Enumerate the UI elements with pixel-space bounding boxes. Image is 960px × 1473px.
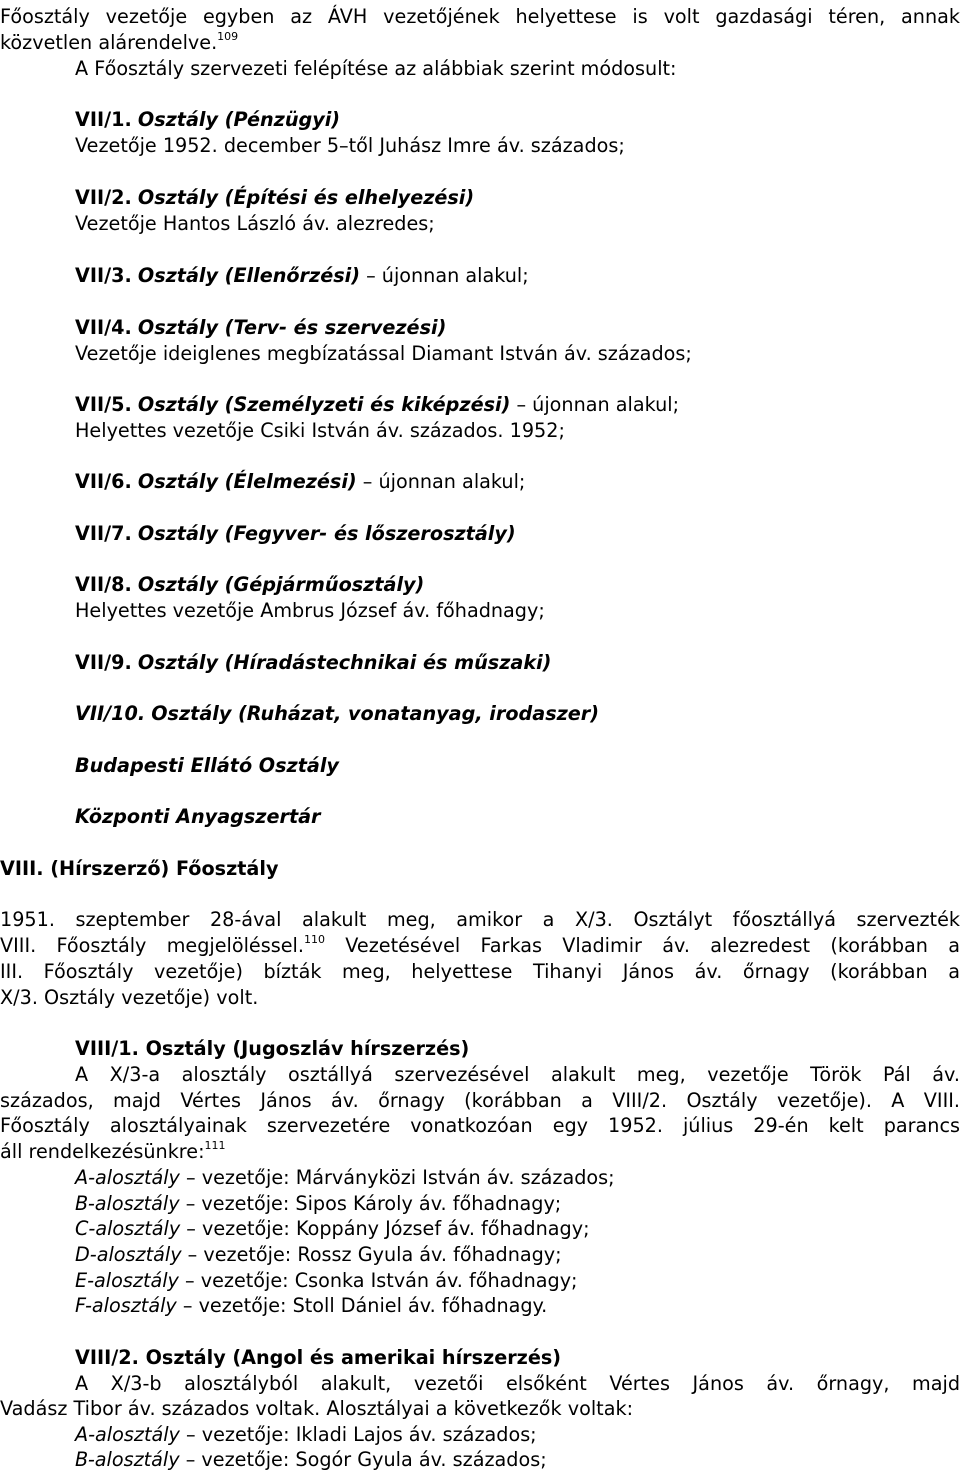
chapter-heading: VIII. (Hírszerző) Főosztály — [0, 857, 279, 880]
section-heading: VII/9. Osztály (Híradástechnikai és műszaki) — [75, 651, 552, 674]
list-item: A-alosztály – vezetője: Márványközi István áv. százados; — [75, 1166, 615, 1189]
list-item: D-alosztály – vezetője: Rossz Gyula áv. főhadnagy; — [75, 1243, 562, 1266]
list-item: B-alosztály – vezetője: Sipos Károly áv. főhadnagy; — [75, 1192, 562, 1215]
section-heading: VII/2. Osztály (Építési és elhelyezési) — [75, 186, 475, 209]
section-note: Vezetője Hantos László áv. alezredes; — [75, 212, 435, 235]
footnote-ref: 110 — [303, 932, 325, 946]
footnote-ref: 111 — [204, 1138, 226, 1152]
paragraph-line: VIII. Főosztály megjelöléssel.$^{110}$ Vezetésével Farkas Vladimir áv. alezredest (korábban a — [0, 932, 960, 957]
paragraph-line: A X/3-a alosztály osztállyá szervezésével alakult meg, vezetője Török Pál áv. — [75, 1063, 960, 1086]
paragraph-line: X/3. Osztály vezetője) volt. — [0, 986, 259, 1009]
list-item: E-alosztály – vezetője: Csonka István áv. főhadnagy; — [75, 1269, 578, 1292]
section-heading: VII/4. Osztály (Terv- és szervezési) — [75, 316, 447, 339]
section-note: Vezetője ideiglenes megbízatással Diamant István áv. százados; — [75, 342, 692, 365]
section-heading: VII/10. Osztály (Ruházat, vonatanyag, irodaszer) — [75, 702, 600, 725]
paragraph-line: Vadász Tibor áv. százados voltak. Alosztályai a következők voltak: — [0, 1397, 634, 1420]
section-heading: VII/3. Osztály (Ellenőrzési) – újonnan alakul; — [75, 264, 529, 287]
section-heading: VIII/2. Osztály (Angol és amerikai hírszerzés) — [75, 1346, 562, 1369]
section-heading: VII/1. Osztály (Pénzügyi) — [75, 108, 341, 131]
list-item: F-alosztály – vezetője: Stoll Dániel áv. főhadnagy. — [75, 1294, 548, 1317]
section-heading: Központi Anyagszertár — [75, 805, 321, 828]
section-note: Helyettes vezetője Ambrus József áv. főhadnagy; — [75, 599, 545, 622]
list-item: A-alosztály – vezetője: Ikladi Lajos áv. százados; — [75, 1423, 537, 1446]
list-item: B-alosztály – vezetője: Sogór Gyula áv. százados; — [75, 1448, 547, 1471]
section-heading: Budapesti Ellátó Osztály — [75, 754, 339, 777]
paragraph-line: A X/3-b alosztályból alakult, vezetői elsőként Vértes János áv. őrnagy, majd — [75, 1372, 960, 1395]
paragraph-line: áll rendelkezésünkre:$^{111}$ — [0, 1138, 226, 1163]
list-item: C-alosztály – vezetője: Koppány József áv. főhadnagy; — [75, 1217, 590, 1240]
paragraph-line: Főosztály alosztályainak szervezetére vonatkozóan egy 1952. július 29-én kelt parancs — [0, 1114, 960, 1137]
section-heading: VII/6. Osztály (Élelmezési) – újonnan alakul; — [75, 470, 526, 493]
footnote-ref: 109 — [217, 29, 239, 43]
section-heading: VIII/1. Osztály (Jugoszláv hírszerzés) — [75, 1037, 470, 1060]
intro-line: A Főosztály szervezeti felépítése az alábbiak szerint módosult: — [75, 57, 677, 80]
intro-line: közvetlen alárendelve.$^{109}$ — [0, 29, 239, 54]
paragraph-line: III. Főosztály vezetője) bízták meg, helyettese Tihanyi János áv. őrnagy (korábban a — [0, 960, 960, 983]
section-heading: VII/8. Osztály (Gépjárműosztály) — [75, 573, 425, 596]
intro-line: Főosztály vezetője egyben az ÁVH vezetőjének helyettese is volt gazdasági téren, annak — [0, 5, 960, 28]
section-heading: VII/7. Osztály (Fegyver- és lőszerosztály) — [75, 522, 516, 545]
section-note: Helyettes vezetője Csiki István áv. százados. 1952; — [75, 419, 565, 442]
section-note: Vezetője 1952. december 5–től Juhász Imre áv. százados; — [75, 134, 625, 157]
paragraph-line: százados, majd Vértes János áv. őrnagy (korábban a VIII/2. Osztály vezetője). A VIII. — [0, 1089, 960, 1112]
paragraph-line: 1951. szeptember 28-ával alakult meg, amikor a X/3. Osztályt főosztállyá szervezték — [0, 908, 960, 931]
section-heading: VII/5. Osztály (Személyzeti és kiképzési) – újonnan alakul; — [75, 393, 680, 416]
